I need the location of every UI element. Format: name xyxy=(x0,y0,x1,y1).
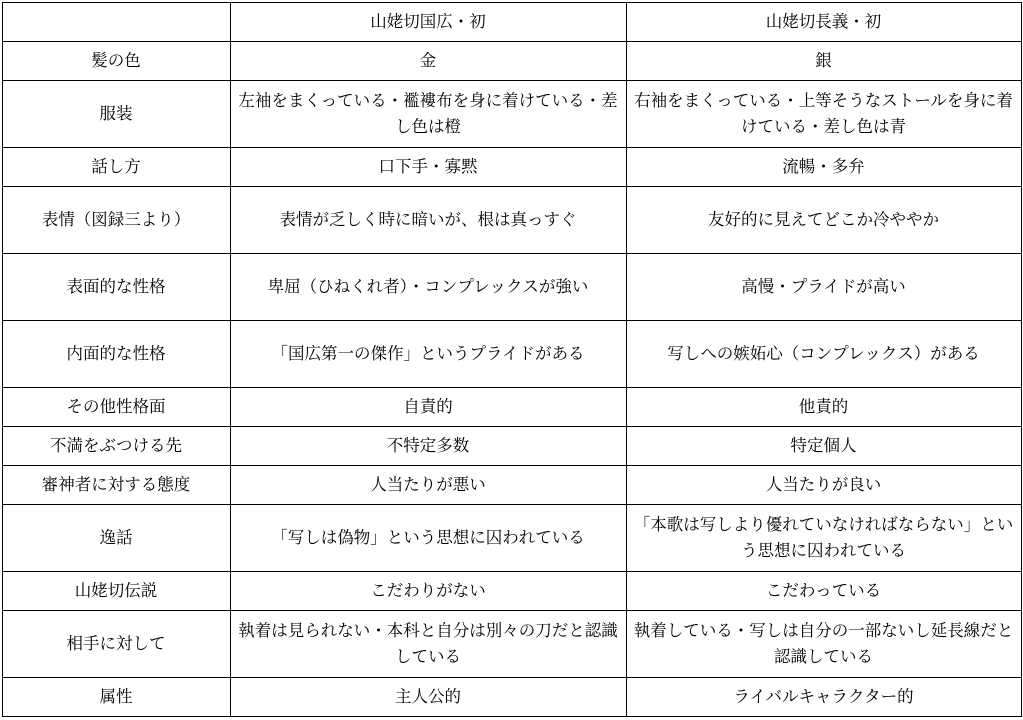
cell-chougi: 「本歌は写しより優れていなければならない」という思想に囚われている xyxy=(626,505,1021,572)
cell-kunihiro: 主人公的 xyxy=(230,678,626,717)
cell-kunihiro: 不特定多数 xyxy=(230,427,626,466)
row-label: 話し方 xyxy=(2,148,230,187)
row-label: 山姥切伝説 xyxy=(2,572,230,611)
table-row xyxy=(2,42,1021,81)
table-row xyxy=(2,466,1021,505)
row-label: 逸話 xyxy=(2,505,230,572)
column-header-chougi: 山姥切長義・初 xyxy=(626,3,1021,42)
row-label: 表面的な性格 xyxy=(2,254,230,321)
cell-chougi: 特定個人 xyxy=(626,427,1021,466)
column-header-kunihiro: 山姥切国広・初 xyxy=(230,3,626,42)
cell-chougi: こだわっている xyxy=(626,572,1021,611)
cell-chougi: 写しへの嫉妬心（コンプレックス）がある xyxy=(626,321,1021,388)
table-row xyxy=(2,572,1021,611)
table-row xyxy=(2,611,1021,678)
table-row xyxy=(2,678,1021,717)
cell-chougi: 右袖をまくっている・上等そうなストールを身に着けている・差し色は青 xyxy=(626,81,1021,148)
cell-chougi: 他責的 xyxy=(626,388,1021,427)
table-header-row xyxy=(2,3,1021,42)
row-label: 審神者に対する態度 xyxy=(2,466,230,505)
cell-kunihiro: こだわりがない xyxy=(230,572,626,611)
table-row xyxy=(2,321,1021,388)
cell-kunihiro: 口下手・寡黙 xyxy=(230,148,626,187)
cell-kunihiro: 卑屈（ひねくれ者）・コンプレックスが強い xyxy=(230,254,626,321)
cell-chougi: 高慢・プライドが高い xyxy=(626,254,1021,321)
row-label: その他性格面 xyxy=(2,388,230,427)
row-label: 服装 xyxy=(2,81,230,148)
table-body xyxy=(2,42,1021,717)
cell-chougi: 人当たりが良い xyxy=(626,466,1021,505)
cell-kunihiro: 執着は見られない・本科と自分は別々の刀だと認識している xyxy=(230,611,626,678)
table-row xyxy=(2,187,1021,254)
cell-kunihiro: 表情が乏しく時に暗いが、根は真っすぐ xyxy=(230,187,626,254)
cell-kunihiro: 自責的 xyxy=(230,388,626,427)
cell-kunihiro: 「国広第一の傑作」というプライドがある xyxy=(230,321,626,388)
cell-chougi: 執着している・写しは自分の一部ないし延長線だと認識している xyxy=(626,611,1021,678)
table-row xyxy=(2,254,1021,321)
cell-kunihiro: 「写しは偽物」という思想に囚われている xyxy=(230,505,626,572)
table-row xyxy=(2,388,1021,427)
comparison-table xyxy=(2,2,1022,717)
cell-chougi: ライバルキャラクター的 xyxy=(626,678,1021,717)
table-row xyxy=(2,505,1021,572)
table-row xyxy=(2,427,1021,466)
cell-kunihiro: 人当たりが悪い xyxy=(230,466,626,505)
row-label: 表情（図録三より） xyxy=(2,187,230,254)
row-label: 属性 xyxy=(2,678,230,717)
table-row xyxy=(2,148,1021,187)
row-label: 髪の色 xyxy=(2,42,230,81)
table-corner-cell xyxy=(2,3,230,42)
row-label: 内面的な性格 xyxy=(2,321,230,388)
row-label: 相手に対して xyxy=(2,611,230,678)
cell-kunihiro: 左袖をまくっている・襤褸布を身に着けている・差し色は橙 xyxy=(230,81,626,148)
cell-chougi: 銀 xyxy=(626,42,1021,81)
cell-chougi: 流暢・多弁 xyxy=(626,148,1021,187)
row-label: 不満をぶつける先 xyxy=(2,427,230,466)
table-header xyxy=(2,3,1021,42)
table-row xyxy=(2,81,1021,148)
cell-chougi: 友好的に見えてどこか冷ややか xyxy=(626,187,1021,254)
cell-kunihiro: 金 xyxy=(230,42,626,81)
